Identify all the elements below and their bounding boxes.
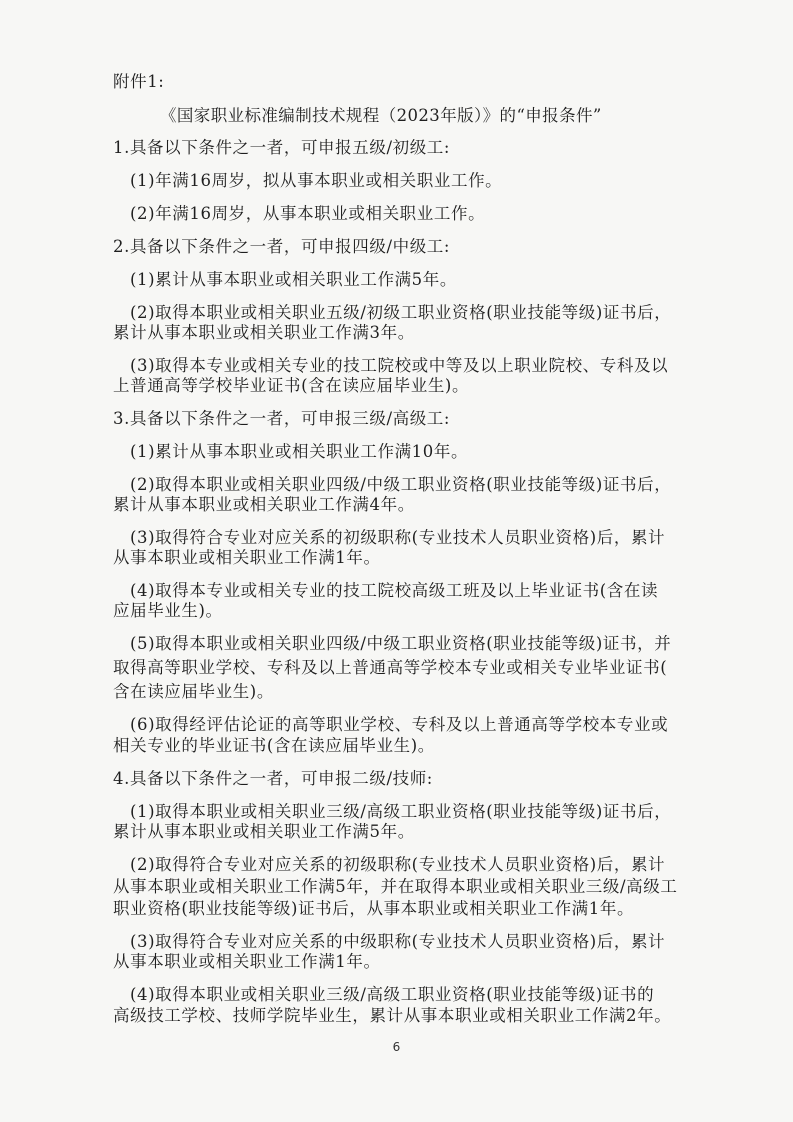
- condition-item: (4)取得本职业或相关职业三级/高级工职业资格(职业技能等级)证书的: [130, 985, 655, 1004]
- condition-item: (1)取得本职业或相关职业三级/高级工职业资格(职业技能等级)证书后，: [130, 802, 672, 821]
- condition-continuation: 从事本职业或相关职业工作满1年。: [113, 548, 381, 567]
- condition-continuation: 从事本职业或相关职业工作满1年。: [113, 952, 381, 971]
- condition-item: (3)取得符合专业对应关系的中级职称(专业技术人员职业资格)后，累计: [130, 932, 666, 951]
- attachment-label: 附件1:: [113, 72, 165, 91]
- condition-item: (1)累计从事本职业或相关职业工作满5年。: [130, 270, 457, 289]
- section-heading: 2.具备以下条件之一者，可申报四级/中级工:: [113, 237, 451, 256]
- condition-item: (2)取得符合专业对应关系的初级职称(专业技术人员职业资格)后，累计: [130, 855, 666, 874]
- condition-continuation: 取得高等职业学校、专科及以上普通高等学校本专业或相关专业毕业证书(: [113, 658, 668, 677]
- condition-continuation: 累计从事本职业或相关职业工作满3年。: [113, 323, 415, 342]
- condition-continuation: 高级技工学校、技师学院毕业生，累计从事本职业或相关职业工作满2年。: [113, 1006, 672, 1025]
- condition-item: (4)取得本专业或相关专业的技工院校高级工班及以上毕业证书(含在读: [130, 581, 659, 600]
- section-heading: 4.具备以下条件之一者，可申报二级/技师:: [113, 769, 433, 788]
- condition-item: (1)累计从事本职业或相关职业工作满10年。: [130, 442, 469, 461]
- condition-continuation: 累计从事本职业或相关职业工作满4年。: [113, 495, 415, 514]
- condition-continuation: 从事本职业或相关职业工作满5年，并在取得本职业或相关职业三级/高级工: [113, 877, 678, 896]
- condition-continuation: 上普通高等学校毕业证书(含在读应届毕业生)。: [113, 376, 470, 395]
- condition-item: (2)年满16周岁，从事本职业或相关职业工作。: [130, 204, 486, 223]
- page-number: 6: [392, 1040, 401, 1054]
- condition-continuation: 职业资格(职业技能等级)证书后，从事本职业或相关职业工作满1年。: [113, 899, 635, 918]
- document-title: 《国家职业标准编制技术规程（2023年版）》的“申报条件”: [160, 106, 602, 125]
- condition-item: (6)取得经评估论证的高等职业学校、专科及以上普通高等学校本专业或: [130, 715, 669, 734]
- condition-item: (2)取得本职业或相关职业四级/中级工职业资格(职业技能等级)证书后，: [130, 475, 672, 494]
- condition-item: (2)取得本职业或相关职业五级/初级工职业资格(职业技能等级)证书后，: [130, 303, 672, 322]
- condition-item: (5)取得本职业或相关职业四级/中级工职业资格(职业技能等级)证书，并: [130, 634, 672, 653]
- condition-item: (3)取得符合专业对应关系的初级职称(专业技术人员职业资格)后，累计: [130, 528, 666, 547]
- condition-continuation: 应届毕业生)。: [113, 601, 223, 620]
- condition-item: (1)年满16周岁，拟从事本职业或相关职业工作。: [130, 171, 503, 190]
- section-heading: 1.具备以下条件之一者，可申报五级/初级工:: [113, 138, 451, 157]
- condition-continuation: 相关专业的毕业证书(含在读应届毕业生)。: [113, 736, 435, 755]
- section-heading: 3.具备以下条件之一者，可申报三级/高级工:: [113, 409, 451, 428]
- condition-continuation: 含在读应届毕业生)。: [113, 682, 274, 701]
- condition-item: (3)取得本专业或相关专业的技工院校或中等及以上职业院校、专科及以: [130, 356, 669, 375]
- condition-continuation: 累计从事本职业或相关职业工作满5年。: [113, 822, 415, 841]
